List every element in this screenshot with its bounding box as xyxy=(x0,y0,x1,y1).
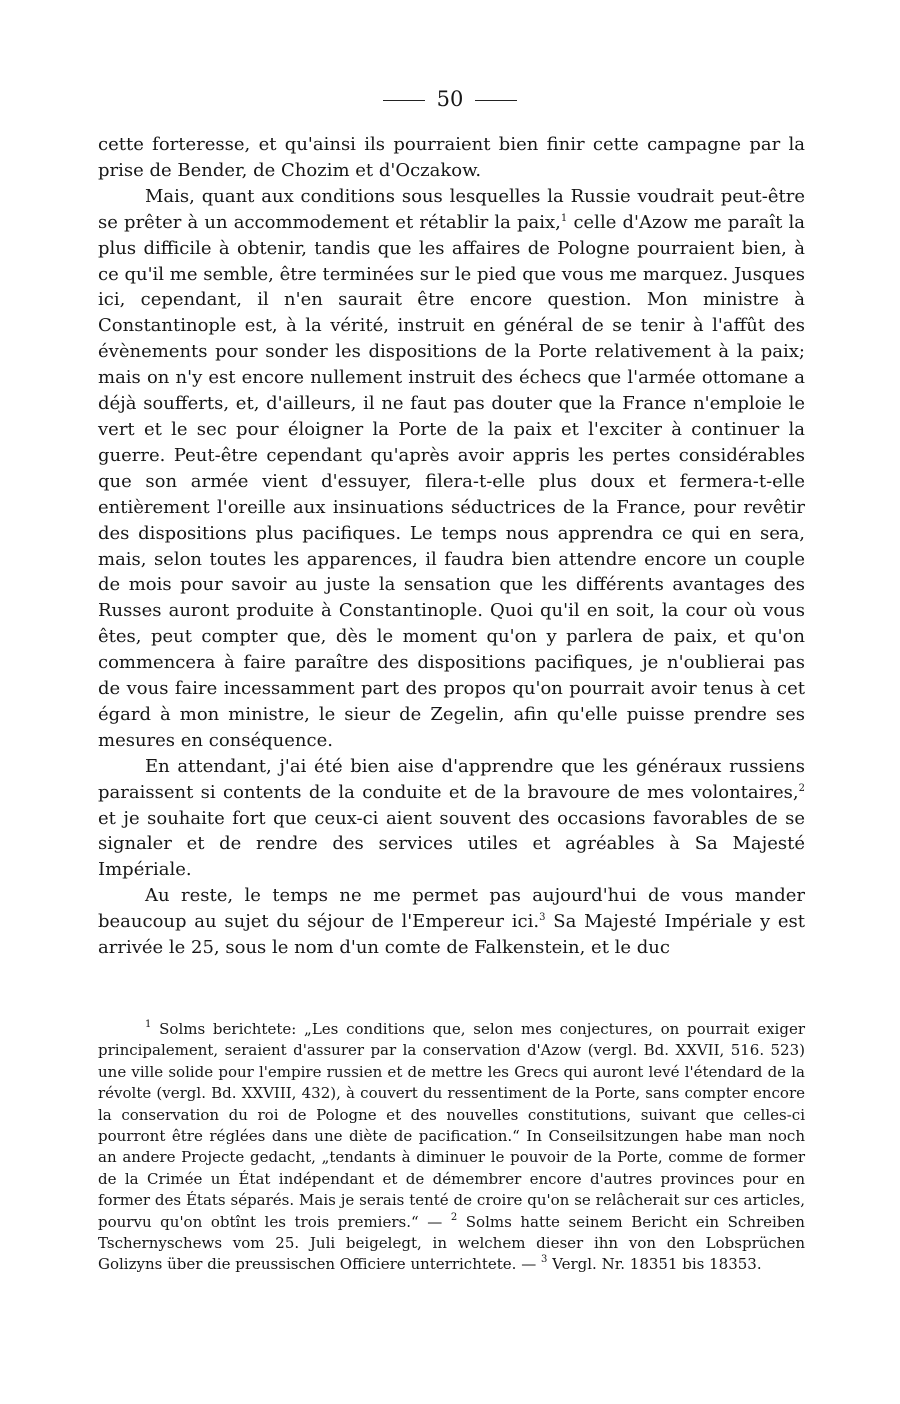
page-number: 50 xyxy=(436,87,464,111)
footnote-marker: 2 xyxy=(450,1211,458,1223)
footnote-ref: 3 xyxy=(539,912,546,924)
right-dash xyxy=(475,100,517,101)
left-dash xyxy=(383,100,425,101)
paragraph: En attendant, j'ai été bien aise d'apprendre que les généraux russiens paraissent si contents de la conduite et de la bravoure de mes volontaires,$^2$ et je souhaite fort que ceux-ci aient souvent des occasions favorables de se signaler et de rendre des services utiles et agréables à Sa Majesté Impériale. xyxy=(98,755,805,881)
paragraph: Au reste, le temps ne me permet pas aujourd'hui de vous mander beaucoup au sujet du séjour de l'Empereur ici.$^3$ Sa Majesté Impériale y est arrivée le 25, sous le nom d'un comte de Falkenstein, et le duc xyxy=(98,885,806,959)
paragraph: Mais, quant aux conditions sous lesquelles la Russie voudrait peut-être se prêter à un accommodement et rétablir la paix,$^1$ celle d'Azow me paraît la plus difficile à obtenir, tandis que les affaires de Pologne pourraient bien, à ce qu'il me semble, être terminées sur le pied que vous me marquez. Jusques ici, cependant, il n'en saurait être encore question. Mon ministre à Constantinople est, à la vérité, instruit en général de se tenir à l'affût des évènements pour sonder les dispositions de la Porte relativement à la paix; mais on n'y est encore nullement instruit des échecs que l'armée ottomane a déjà soufferts, et, d'ailleurs, il ne faut pas douter que la France n'emploie le vert et le sec pour éloigner la Porte de la paix et l'exciter à continuer la guerre. Peut-être cependant qu'après avoir appris les pertes considérables que son armée vient d'essuyer, filera-t-elle plus doux et fermera-t-elle entièrement l'oreille aux insinuations séductrices de la France, pour revêtir des dispositions plus pacifiques. Le temps nous apprendra ce qui en sera, mais, selon toutes les apparences, il faudra bien attendre encore un couple de mois pour savoir au juste la sensation que les différents avantages des Russes auront produite à Constantinople. Quoi qu'il en soit, la cour où vous êtes, peut compter que, dès le moment qu'on y parlera de paix, et qu'on commencera à faire paraître des dispositions pacifiques, je n'oublierai pas de vous faire incessamment part des propos qu'on pourrait avoir tenus à cet égard à mon ministre, le sieur de Zegelin, afin qu'elle puisse prendre ses mesures en conséquence. xyxy=(98,185,805,751)
footnotes xyxy=(98,1019,805,1276)
footnote-text: $^1$ Solms berichtete: „Les conditions que, selon mes conjectures, on pourrait exiger principalement, seraient d'assurer par la conservation d'Azow (vergl. Bd. XXVII, 516. 523) une ville solide pour l'empire russien et de mettre les Grecs qui auront levé l'étendard de la révolte (vergl. Bd. XXVIII, 432), à couvert du ressentiment de la Porte, sans compter encore la conservation du roi de Pologne et des nouvelles constitutions, suivant que celles-ci pourront être réglées dans une diète de pacification.“ In Conseilsitzungen habe man noch an andere Projecte gedacht, „tendants à diminuer le pouvoir de la Porte, comme de former de la Crimée un État indépendant et de démembrer encore d'autres provinces pour en former des États séparés. Mais je serais tenté de croire qu'on se relâcherait sur ces articles, pourvu qu'on obtînt les trois premiers.“ — $^2$ Solms hatte seinem Bericht ein Schreiben Tschernyschews vom 25. Juli beigelegt, in welchem dieser ihn von den Lobsprüchen Golizyns über die preussischen Officiere unterrichtete. — $^3$ Vergl. Nr. 18351 bis 18353. xyxy=(98,1019,805,1274)
footnote-marker: 1 xyxy=(145,1019,152,1030)
footnote-ref: 2 xyxy=(798,782,805,794)
footnote-ref: 1 xyxy=(560,212,568,224)
page-number-header xyxy=(0,84,900,114)
main-text xyxy=(98,132,805,961)
footnote-marker: 3 xyxy=(541,1254,548,1266)
paragraph: cette forteresse, et qu'ainsi ils pourraient bien finir cette campagne par la prise de Bender, de Chozim et d'Oczakow. xyxy=(98,134,805,181)
